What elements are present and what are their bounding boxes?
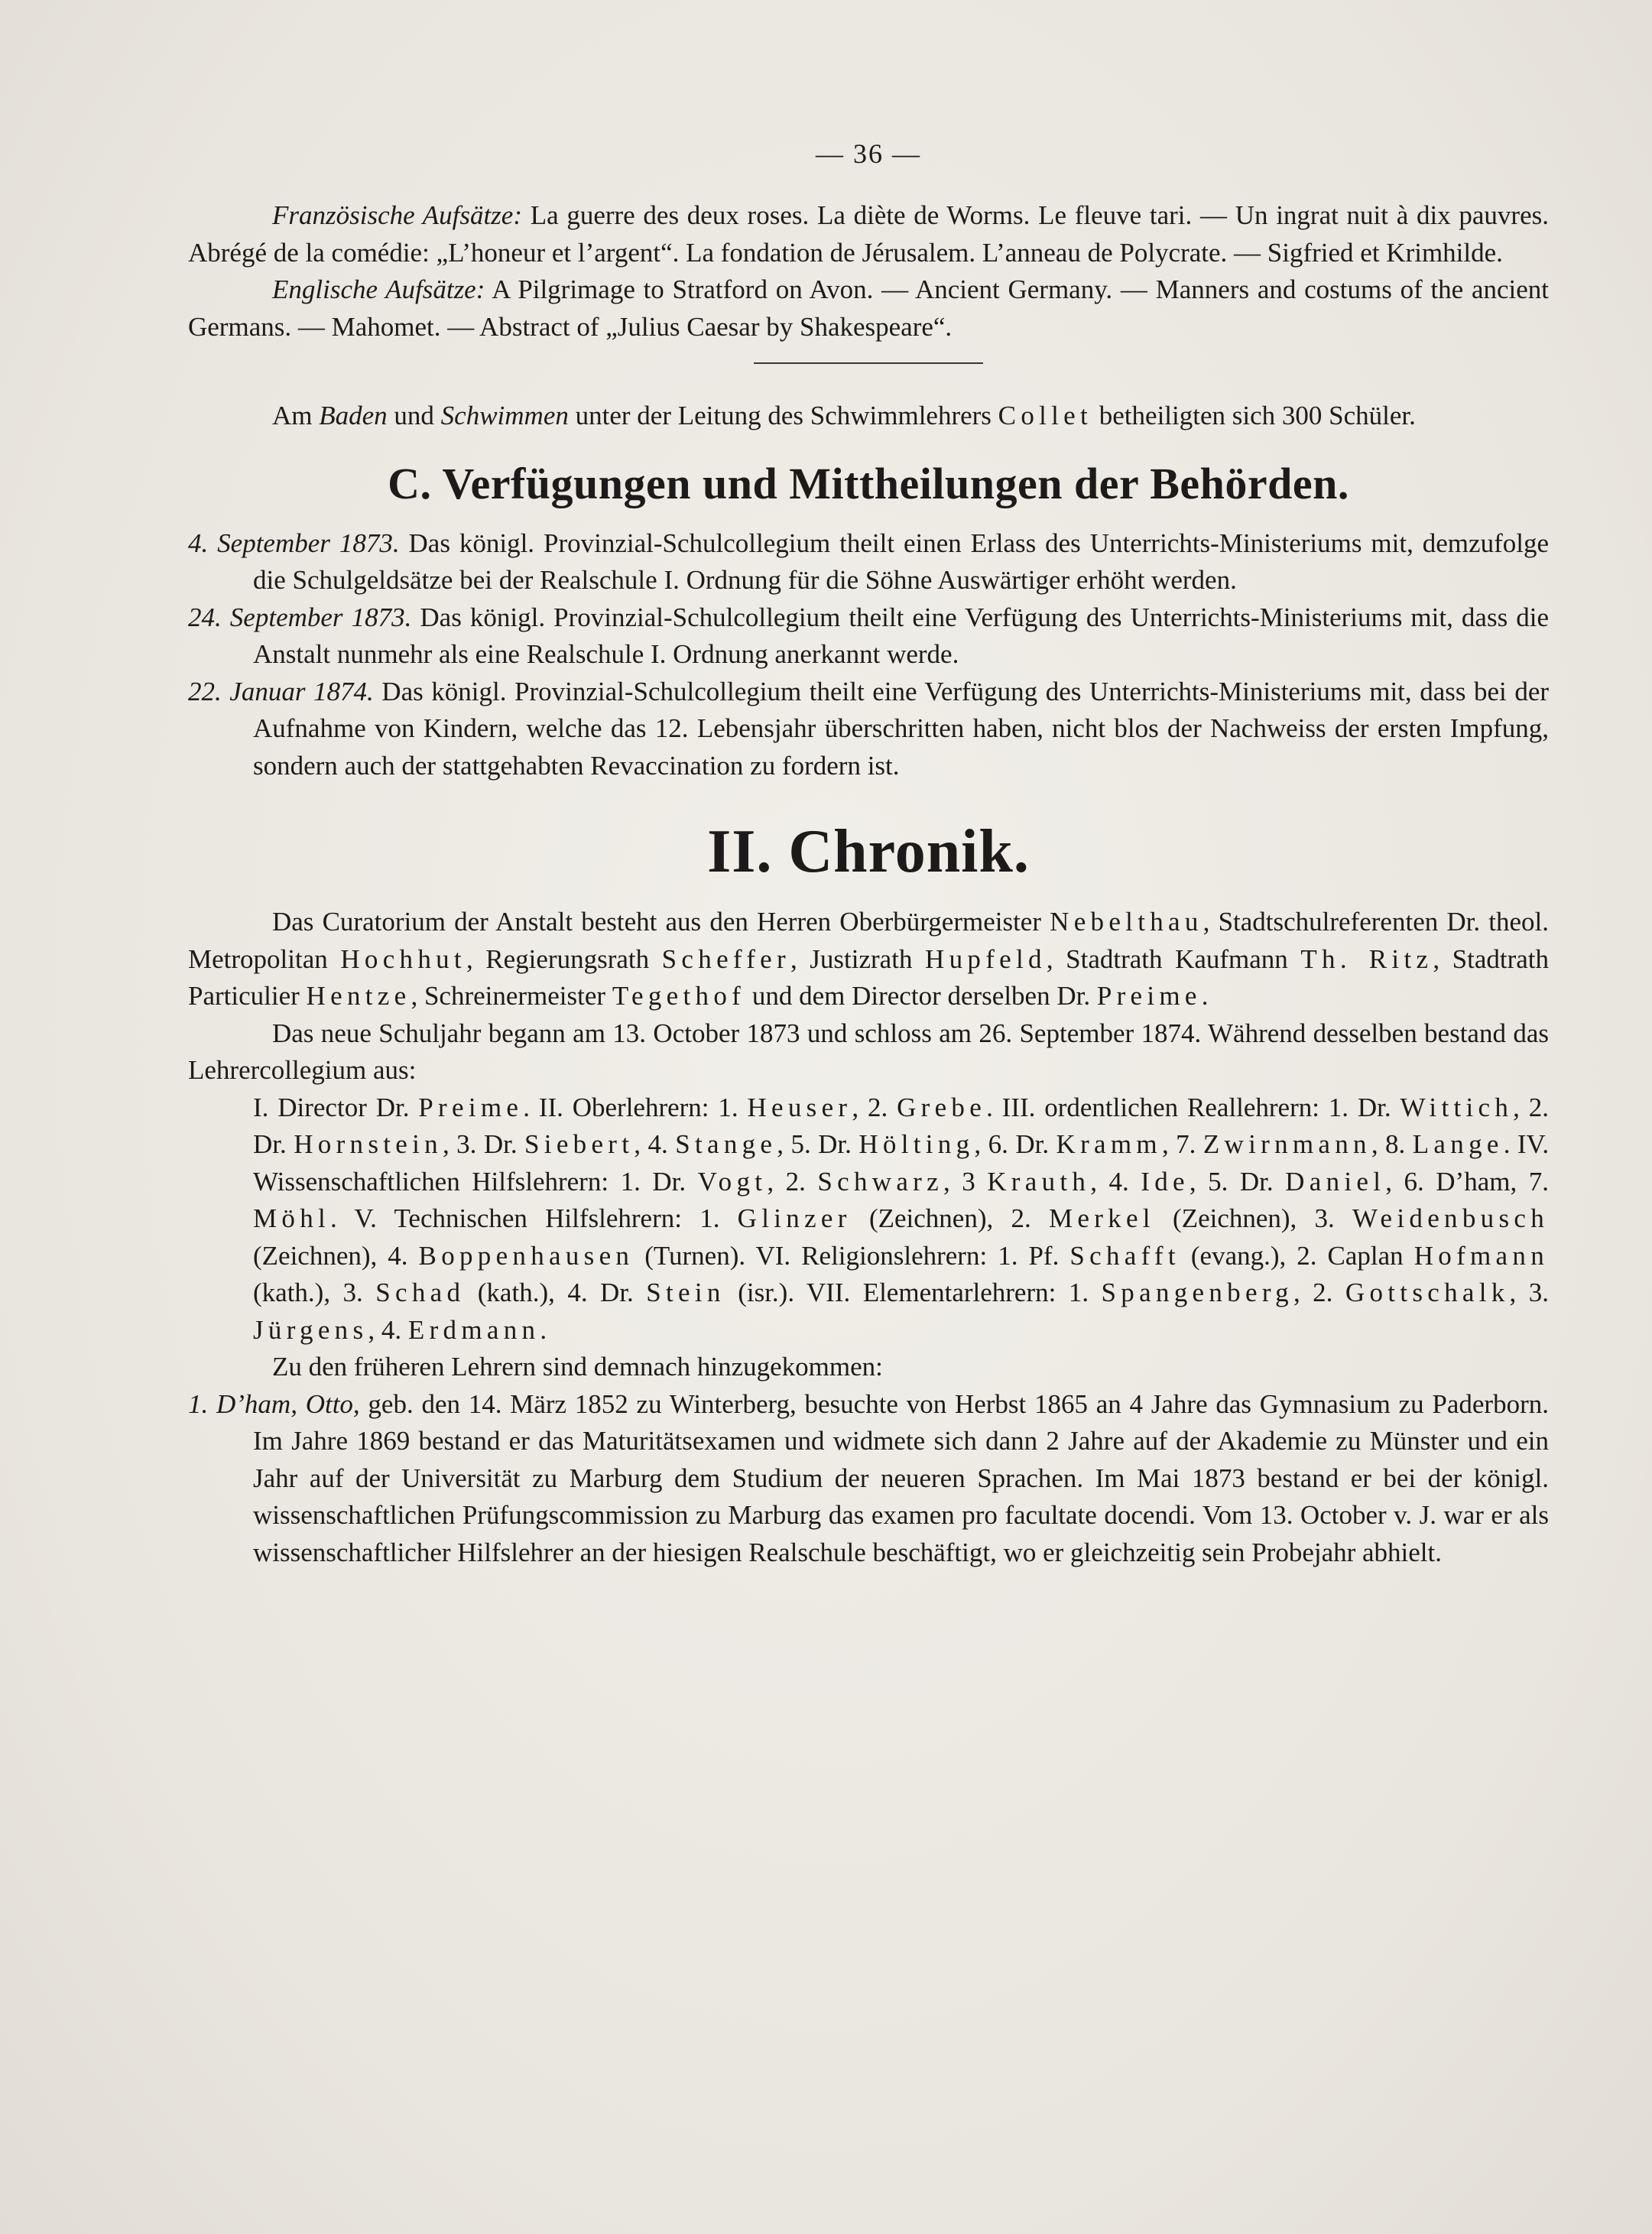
new-teacher-entry	[188, 1386, 1549, 1572]
decree-text: Das königl. Provinzial-Schulcollegium theilt einen Erlass des Unterrichts-Ministeriums mit, demzufolge die Schulgeldsätze bei der Realschule I. Ordnung für die Söhne Auswärtiger erhöht werden.	[253, 528, 1549, 595]
decree-entry	[188, 674, 1549, 785]
schwimmen-word: Schwimmen	[440, 401, 569, 430]
baden-word: Baden	[319, 401, 388, 430]
decree-entry	[188, 599, 1549, 674]
english-essays-label: Englische Aufsätze:	[272, 274, 485, 304]
decree-date: 22. Januar 1874.	[188, 676, 374, 706]
collet-name: Collet	[998, 401, 1093, 430]
decree-text: Das königl. Provinzial-Schulcollegium theilt eine Verfügung des Unterrichts-Ministeriums mit, dass die Anstalt nunmehr als eine Realschule I. Ordnung anerkannt werde.	[253, 602, 1549, 669]
french-essays-text: La guerre des deux roses. La diète de Worms. Le fleuve tari. — Un ingrat nuit à dix pauvres. Abrégé de la comédie: „L’honeur et l’argent“. La fondation de Jérusalem. L’anneau de Polycrate. — Sigfried et Krimhilde.	[188, 200, 1549, 268]
english-essays-paragraph	[188, 271, 1549, 346]
section-c-heading: C. Verfügungen und Mittheilungen der Behörden.	[388, 458, 1349, 508]
page-content	[188, 138, 1549, 1571]
decree-list	[188, 525, 1549, 785]
curatorium-paragraph: Das Curatorium der Anstalt besteht aus den Herren Oberbürgermeister Nebelthau, Stadtschulreferenten Dr. theol. Metropolitan Hochhut, Regierungsrath Scheffer, Justizrath Hupfeld, Stadtrath Kaufmann Th. Ritz, Stadtrath Particulier Hentze, Schreinermeister Tegethof und dem Director derselben Dr. Preime.	[188, 907, 1549, 1011]
decree-text: Das königl. Provinzial-Schulcollegium theilt eine Verfügung des Unterrichts-Ministeriums mit, dass bei der Aufnahme von Kindern, welche das 12. Lebensjahr überschritten haben, nicht blos der Nachweiss der ersten Impfung, sondern auch der stattgehabten Revaccination zu fordern ist.	[253, 676, 1550, 781]
chronik-heading: II. Chronik.	[707, 818, 1030, 885]
new-teachers-intro: Zu den früheren Lehrern sind demnach hinzugekommen:	[272, 1352, 883, 1382]
english-essays-text: A Pilgrimage to Stratford on Avon. — Ancient Germany. — Manners and costums of the ancient Germans. — Mahomet. — Abstract of „Julius Caesar by Shakespeare“.	[188, 274, 1550, 342]
section-divider	[754, 362, 983, 364]
page-number: — 36 —	[816, 138, 921, 169]
french-essays-paragraph	[188, 197, 1549, 271]
schuljahr-paragraph: Das neue Schuljahr begann am 13. October 1873 und schloss am 26. September 1874. Während desselben bestand das Lehrercollegium aus:	[188, 1018, 1549, 1085]
swimming-paragraph: Am Baden und Schwimmen unter der Leitung des Schwimmlehrers Collet betheiligten sich 300 Schüler.	[272, 401, 1416, 430]
new-teacher-text: geb. den 14. März 1852 zu Winterberg, besuchte von Herbst 1865 an 4 Jahre das Gymnasium zu Paderborn. Im Jahre 1869 bestand er das Maturitätsexamen und widmete sich dann 2 Jahre auf der Akademie zu Münster und ein Jahr auf der Universität zu Marburg dem Studium der neueren Sprachen. Im Mai 1873 bestand er bei der königl. wissenschaftlichen Prüfungscommission zu Marburg das examen pro facultate docendi. Vom 13. October v. J. war er als wissenschaftlicher Hilfslehrer an der hiesigen Realschule beschäftigt, wo er gleichzeitig sein Probejahr abhielt.	[253, 1388, 1549, 1567]
decree-entry	[188, 525, 1549, 599]
new-teacher-name: 1. D’ham, Otto,	[188, 1388, 360, 1419]
french-essays-label: Französische Aufsätze:	[272, 200, 522, 230]
decree-date: 4. September 1873.	[188, 528, 400, 558]
decree-date: 24. September 1873.	[188, 602, 412, 632]
staff-list-paragraph: I. Director Dr. Preime. II. Oberlehrern: 1. Heuser, 2. Grebe. III. ordentlichen Reallehrern: 1. Dr. Wittich, 2. Dr. Hornstein, 3. Dr. Siebert, 4. Stange, 5. Dr. Hölting, 6. Dr. Kramm, 7. Zwirnmann, 8. Lange. IV. Wissenschaftlichen Hilfslehrern: 1. Dr. Vogt, 2. Schwarz, 3 Krauth, 4. Ide, 5. Dr. Daniel, 6. D’ham, 7. Möhl. V. Technischen Hilfslehrern: 1. Glinzer (Zeichnen), 2. Merkel (Zeichnen), 3. Weidenbusch (Zeichnen), 4. Boppenhausen (Turnen). VI. Religionslehrern: 1. Pf. Schafft (evang.), 2. Caplan Hofmann (kath.), 3. Schad (kath.), 4. Dr. Stein (isr.). VII. Elementarlehrern: 1. Spangenberg, 2. Gottschalk, 3. Jürgens, 4. Erdmann.	[253, 1092, 1550, 1345]
